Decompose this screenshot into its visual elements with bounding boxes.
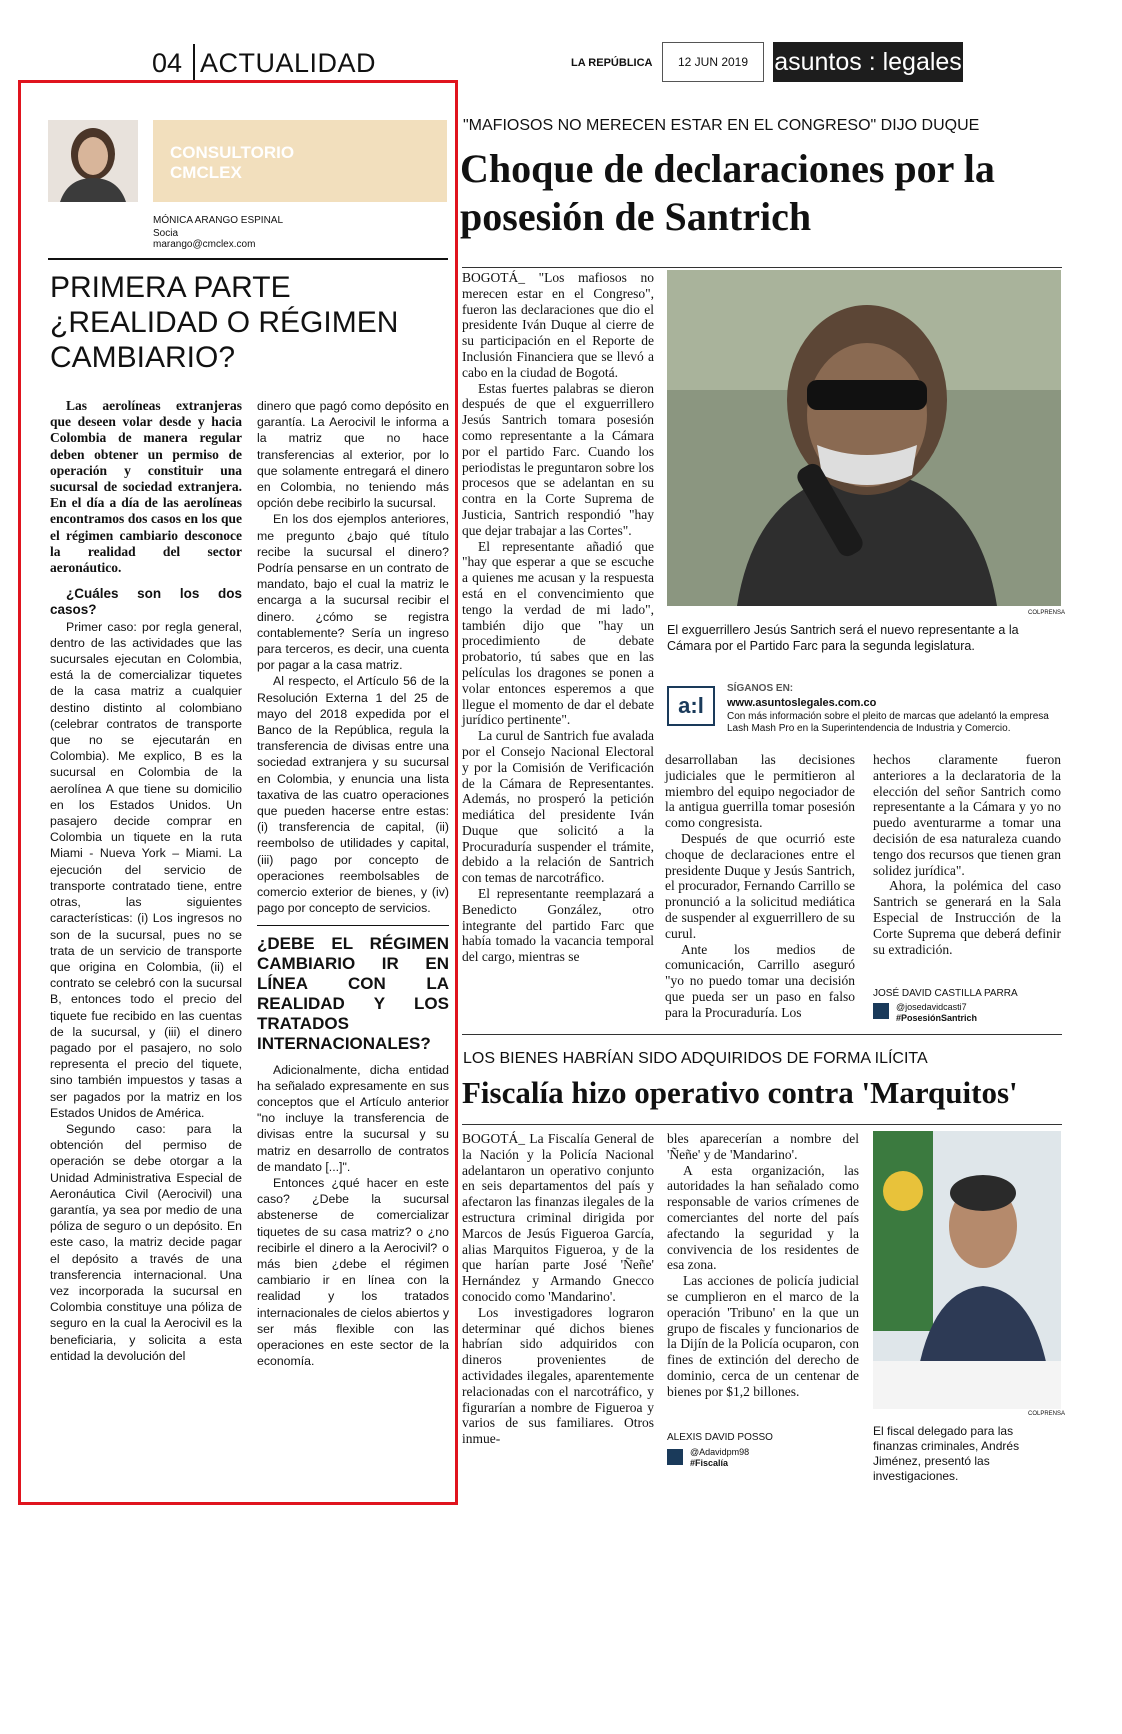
asuntos-legales-icon: a:l [667,686,715,726]
story-text-col1 [462,270,654,965]
follow-description: Con más información sobre el pleito de marcas que adelantó la empresa Lash Mash Pro en la Superintendencia de Industria y Comercio. [727,711,1049,734]
paragraph: Ante los medios de comunicación, Carrillo aseguró "yo no puedo tomar una decisión que pueda ser un paso en falso para la Procuraduría. Los [665,941,855,1020]
author-role: Socia [153,228,179,239]
story-kicker: LOS BIENES HABRÍAN SIDO ADQUIRIDOS DE FORMA ILÍCITA [463,1050,928,1067]
highlight-frame [18,80,458,1505]
paragraph: A esta organización, las autoridades la han señalado como responsable de varios crímenes de comerciantes del norte del país afectando la seguridad y la convivencia de los residentes de esa zona. [667,1162,859,1273]
paragraph: Estas fuertes palabras se dieron después de que el exguerrillero Jesús Santrich tomara posesión como representante a la Cámara por el partido Farc. Cuando los periodistas le preguntaron sobre los procesos que se adelantan en su contra en la Corte Suprema de Justicia, Santrich respondió "hay que dejar trabajar a las Cortes". [462,380,654,538]
issue-date: 12 JUN 2019 [662,42,764,82]
paragraph: La curul de Santrich fue avalada por el Consejo Nacional Electoral y por la Comisión de Verificación de la Cámara de Representantes. Además, no prosperó la petición mediática del presidente Iván Duque que solicitó a la Procuraduría suspender el trámite, debido a la relación de Santrich con temas de narcotráfico. [462,728,654,886]
story-text-col1 [462,1131,654,1447]
hashtag: #PosesiónSantrich [896,1013,978,1023]
author-name: MÓNICA ARANGO ESPINAL [153,215,284,226]
story-headline: Choque de declaraciones por la posesión de Santrich [460,146,995,239]
follow-website: www.asuntoslegales.com.co [727,697,877,709]
paragraph: En los dos ejemplos anteriores, me pregunto ¿bajo qué título recibe la sucursal el dinero? Podría pensarse en un contrato de mandato, bajo el cual la matriz le encarga a la sucursal recibir el dinero. ¿cómo se registra contablemente? Sería un ingreso para terceros, es decir, una cuenta por pagar a la casa matriz. [257,512,449,673]
subhead-large: ¿DEBE EL RÉGIMEN CAMBIARIO IR EN LÍNEA CON LA REALIDAD Y LOS TRATADOS INTERNACIONALES? [257,925,449,1054]
twitter-icon [873,1003,889,1019]
photo-caption: El exguerrillero Jesús Santrich será el nuevo representante a la Cámara por el Partido Farc para la segunda legislatura. [667,623,1019,653]
section-number: 04 [152,48,183,78]
column-headline: PRIMERA PARTE ¿REALIDAD O RÉGIMEN CAMBIARIO? [50,271,399,374]
paragraph: BOGOTÁ_ La Fiscalía General de la Nación y la Policía Nacional adelantaron un operativo conjunto en seis departamentos del país y afectaron las finanzas ilegales de la estructura criminal dirigida por Marcos de Jesús Figueroa García, alias Marquitos Figueroa, y de la que harían parte José 'Ñeñe' Hernández y Armando Gnecco conocido como 'Mandarino'. [462,1131,654,1304]
brand-logo: asuntos : legales [773,42,963,82]
paragraph: Las aerolíneas extranjeras que deseen volar desde y hacia Colombia de manera regular deben obtener un permiso de operación y constituir una sucursal de sociedad extranjera. En el día a día de las aerolíneas encontramos dos casos en los que el régimen cambiario desconoce la realidad del sector aeronáutico. [50,398,242,576]
paragraph: Primer caso: por regla general, dentro de las actividades que las sucursales ejecutan en Colombia, está la de comercializar tiquetes de la casa matriz a cualquier destino distinto al colombiano (celebrar contratos de transporte que no se ejecutarán en Colombia). Me explico, B es la sucursal en Colombia de la aerolínea A que tiene su domicilio en los Estados Unidos. Un pasajero decide comprar en Colombia un tiquete en la ruta Miami - Nueva York – Miami. La ejecución del servicio de transporte contratado tiene, entre otras, las siguientes características: (i) Los ingresos no son de la sucursal, pues no se trata de un servicio de transporte que origina en Colombia, (ii) el contrato se celebró con la sucursal B, entonces todo el precio del tiquete fue recibido en las cuentas de la sucursal, y (iii) el dinero pagado por el pasajero, no solo representa el precio del tiquete, sino también impuestos y tasas a ser pagados por la matriz en los Estados Unidos de América. [50,619,242,1120]
photo-caption: El fiscal delegado para las finanzas criminales, Andrés Jiménez, presentó las investigaciones. [873,1424,1020,1483]
paragraph: Al respecto, el Artículo 56 de la Resolución Externa 1 del 25 de mayo del 2018 expedida por el Banco de la República, regula la transferencia de divisas entre una sociedad extranjera y su sucursal en Colombia, y enuncia una lista taxativa de las cuatro operaciones que pueden hacerse entre estas: (i) transferencia de capital, (ii) reembolso de utilidades y capital, (iii) pago por concepto de operaciones reembolsables de comercio exterior de bienes, y (iv) pago por concepto de servicios. [257,674,449,916]
paragraph: Después de que ocurrió este choque de declaraciones entre el presidente Duque y Jesús Santrich, el procurador, Fernando Carrillo se pronunció a la solicitud mediática de suspender al exguerrillero de su curul. [665,830,855,941]
paragraph: El representante añadió que "hay que esperar a que se escuche a quienes me acusan y la respuesta está en el convencimiento que tengo la verdad de mi lado", también dijo que "hay un procedimiento de debate probatorio, tú sabes que en las películas los dragones se ponen a volar entonces esperemos a que llegue el momento de dar el debate jurídico pertinente". [462,538,654,728]
author-email: marango@cmclex.com [153,239,256,250]
paragraph: Entonces ¿qué hacer en este caso? ¿Debe la sucursal abstenerse de comercializar tiquetes de su casa matriz? o ¿no recibirle el dinero a la Aerocivil? o más bien ¿debe el régimen cambiario ir en línea con la realidad y los tratados internacionales de cielos abiertos y ser más flexible con las operaciones en este sector de la economía. [257,1175,449,1369]
hashtag: #Fiscalía [690,1458,729,1468]
column-label: CONSULTORIO CMCLEX [170,143,295,182]
publication-name: LA REPÚBLICA [571,57,653,69]
paragraph: bles aparecerían a nombre del 'Ñeñe' y de 'Mandarino'. [667,1131,859,1162]
story-text-col3 [873,752,1061,957]
paragraph: El representante reemplazará a Benedicto González, otro integrante del partido Farc que había tomado la vacancia temporal del cargo, mientras se [462,886,654,965]
byline: JOSÉ DAVID CASTILLA PARRA [873,988,1018,999]
story-divider [462,267,1062,268]
news-photo-fiscal [873,1131,1061,1409]
byline: ALEXIS DAVID POSSO [667,1432,773,1443]
paragraph: Segundo caso: para la obtención del permiso de operación se debe otorgar a la Unidad Administrativa Especial de Aeronáutica Civil (Aerocivil) una garantía, ya sea por medio de una póliza de seguro o un depósito. En este caso, la matriz decide pagar el depósito a través de una transferencia internacional. Una vez incorporada la sucursal en Colombia constituye una póliza de seguro en la cual la Aerocivil es la beneficiaria, y solicita a esta entidad la devolución del [50,1121,242,1363]
paragraph: BOGOTÁ_ "Los mafiosos no merecen estar en el Congreso", fueron las declaraciones que dio el presidente Iván Duque al cierre de su participación en el Reporte de Inclusión Financiera que se llevó a cabo en la ciudad de Bogotá. [462,270,654,380]
twitter-handle: @josedavidcasti7 [896,1002,967,1012]
paragraph: hechos claramente fueron anteriores a la declaratoria de la elección del señor Santrich como representante a la Cámara y yo no puedo aventurarme a tomar una decisión de esa naturaleza cuando tengo dos recursos que tienen gran solidez jurídica". [873,752,1061,878]
paragraph: dinero que pagó como depósito en garantía. La Aerocivil le informa a la matriz que no hace transferencias al exterior, por lo que solamente entregará el dinero en Colombia, no teniendo más opción debe recibirlo la sucursal. [257,399,449,511]
twitter-handle: @Adavidpm98 [690,1447,750,1457]
paragraph: Ahora, la polémica del caso Santrich se generará en la Sala Especial de Instrucción de la Corte Suprema que deberá definir su extradición. [873,878,1061,957]
photo-credit: COLPRENSA [1028,1411,1066,1417]
section-name: ACTUALIDAD [200,48,377,78]
story-kicker: "MAFIOSOS NO MERECEN ESTAR EN EL CONGRESO" DIJO DUQUE [463,117,980,134]
paragraph: Adicionalmente, dicha entidad ha señalado expresamente en sus conceptos que el Artículo anterior "no incluye la transferencia de divisas entre la sucursal y su matriz en desarrollo de contratos de mandato [...]". [257,1062,449,1174]
paragraph: Las acciones de policía judicial se cumplieron en el marco de la operación 'Tribuno' en la que un grupo de fiscales y funcionarios de la Dijín de la Policía ocuparon, con fines de extinción del derecho de dominio, cerca de un centenar de bienes por $1,2 billones. [667,1273,859,1399]
story-headline: Fiscalía hizo operativo contra 'Marquitos' [462,1075,1018,1110]
paragraph: Los investigadores lograron determinar qué dichos bienes habrían sido adquiridos con dineros provenientes de actividades ilegales, aparentemente relacionadas con el narcotráfico, y figurarían a nombre de Figueroa y varios de sus familiares. Otros inmue- [462,1304,654,1447]
twitter-icon [667,1449,683,1465]
follow-label: SÍGANOS EN: [727,683,794,694]
section-divider [193,44,195,80]
paragraph: desarrollaban las decisiones judiciales que le permitieron al miembro del equipo negociador de la antigua guerrilla tomar posesión como congresista. [665,752,855,831]
story-divider [462,1034,1062,1035]
subhead: ¿Cuáles son los dos casos? [50,586,242,618]
story-text-col2 [665,752,855,1021]
news-photo-santrich [667,270,1061,606]
photo-credit: COLPRENSA [1028,610,1066,616]
story-text-col2 [667,1131,859,1400]
story-divider [462,1124,1062,1125]
